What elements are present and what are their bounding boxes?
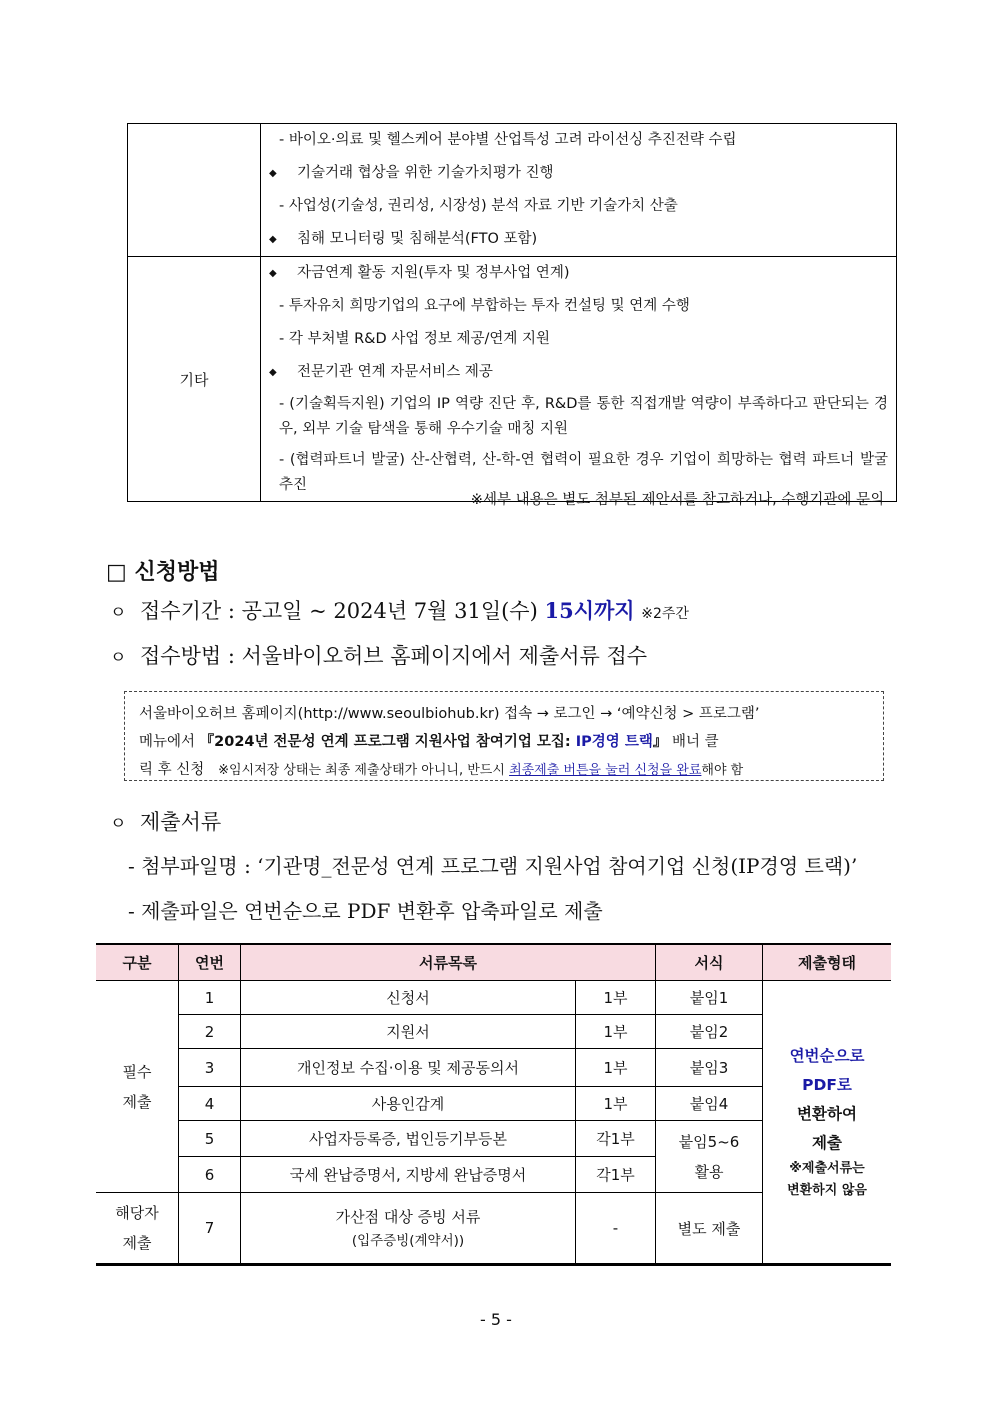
- final-submit-link: 최종제출 버튼을 눌러 신청을 완료: [509, 763, 702, 778]
- list-item: - 투자유치 희망기업의 요구에 부합하는 투자 컨설팅 및 연계 수행: [279, 298, 690, 314]
- application-instructions-box: [124, 691, 884, 781]
- row-no: 2: [179, 1015, 241, 1049]
- row-name-cell: [241, 1193, 576, 1265]
- list-item: - 각 부처별 R&D 사업 정보 제공/연계 지원: [279, 331, 551, 347]
- row-no: 5: [179, 1121, 241, 1157]
- file-submission-note: - 제출파일은 연번순으로 PDF 변환후 압축파일로 제출: [128, 899, 603, 923]
- header-format: 서식: [656, 944, 763, 981]
- instruction-end: 해야 함: [701, 763, 744, 778]
- row-qty: 각1부: [576, 1121, 656, 1157]
- row-format: 붙임1: [656, 981, 763, 1015]
- program-name: 『2024년 전문성 연계 프로그램 지원사업 참여기업 모집:: [199, 734, 576, 750]
- period-note: ※2주간: [641, 606, 689, 622]
- row-no: 6: [179, 1157, 241, 1193]
- bullet-marker: ㅇ: [110, 603, 127, 623]
- attachment-filename: - 첨부파일명 : ‘기관명_전문성 연계 프로그램 지원사업 참여기업 신청(IP경영 트랙)’: [128, 854, 858, 878]
- bullet-marker: ㅇ: [110, 648, 127, 668]
- docs-title: 제출서류: [140, 810, 222, 834]
- program-name-end: 』: [652, 734, 668, 750]
- period-line: [110, 595, 689, 625]
- submit-line: PDF로: [802, 1076, 852, 1094]
- row-qty: -: [576, 1193, 656, 1265]
- reference-note: ※세부 내용은 별도 첨부된 제안서를 참고하거나, 수행기관에 문의: [470, 492, 884, 508]
- submit-note: ※제출서류는 변환하지 않음: [787, 1161, 867, 1198]
- list-item: - (협력파트너 발굴) 산-산협력, 산-학-연 협력이 필요한 경우 기업이 희망하는 협력 파트너 발굴 추진: [279, 452, 888, 493]
- row-qty: 1부: [576, 1015, 656, 1049]
- list-item: ◆ 침해 모니터링 및 침해분석(FTO 포함): [261, 223, 896, 256]
- instruction-line-1: 서울바이오허브 홈페이지(http://www.seoulbiohub.kr) 접속 → 로그인 → ‘예약신청 > 프로그램’: [139, 706, 760, 722]
- table-content-cell: [261, 257, 897, 502]
- row-format: 붙임3: [656, 1049, 763, 1087]
- table-category-etc: 기타: [128, 257, 261, 502]
- instruction-text: 메뉴에서: [139, 734, 200, 750]
- temporary-save-note: ※임시저장 상태는 최종 제출상태가 아니니, 반드시: [218, 763, 510, 778]
- row-no: 7: [179, 1193, 241, 1265]
- list-item: - 사업성(기술성, 권리성, 시장성) 분석 자료 기반 기술가치 산출: [279, 198, 678, 214]
- row-no: 1: [179, 981, 241, 1015]
- documents-table: [96, 943, 891, 1266]
- row-name: 지원서: [241, 1015, 576, 1049]
- submit-form-cell: [763, 981, 892, 1265]
- list-item: ◆ 기술거래 협상을 위한 기술가치평가 진행: [261, 157, 896, 190]
- row-name-sub: (입주증빙(계약서)): [351, 1233, 465, 1249]
- header-no: 연번: [179, 944, 241, 981]
- row-name: 개인정보 수집·이용 및 제공동의서: [241, 1049, 576, 1087]
- category-required: 필수 제출: [96, 981, 179, 1193]
- row-format: 붙임4: [656, 1087, 763, 1121]
- row-name: 신청서: [241, 981, 576, 1015]
- deadline-text: 15시까지: [544, 598, 635, 623]
- instruction-text: 배너 클: [667, 734, 719, 750]
- instruction-line-2: [139, 728, 873, 756]
- row-format: 붙임2: [656, 1015, 763, 1049]
- header-submit: 제출형태: [763, 944, 892, 981]
- page-number: - 5 -: [480, 1310, 512, 1329]
- row-format: 붙임5~6 활용: [656, 1121, 763, 1193]
- row-no: 4: [179, 1087, 241, 1121]
- list-item: - (기술획득지원) 기업의 IP 역량 진단 후, R&D를 통한 직접개발 역량이 부족하다고 판단되는 경우, 외부 기술 탐색을 통해 우수기술 매칭 지원: [279, 396, 888, 437]
- row-qty: 1부: [576, 1049, 656, 1087]
- support-content-table: [127, 123, 897, 502]
- submit-line: 연번순으로: [789, 1047, 865, 1065]
- header-list: 서류목록: [241, 944, 656, 981]
- row-qty: 각1부: [576, 1157, 656, 1193]
- track-name: IP경영 트랙: [575, 734, 653, 750]
- category-applicable: 해당자 제출: [96, 1193, 179, 1265]
- list-item: ◆ 자금연계 활동 지원(투자 및 정부사업 연계): [261, 257, 896, 290]
- row-name: 사용인감계: [241, 1087, 576, 1121]
- row-qty: 1부: [576, 981, 656, 1015]
- list-item: ◆ 전문기관 연계 자문서비스 제공: [261, 356, 896, 389]
- row-format: 별도 제출: [656, 1193, 763, 1265]
- docs-heading: [110, 806, 221, 836]
- row-qty: 1부: [576, 1087, 656, 1121]
- header-category: 구분: [96, 944, 179, 981]
- submit-line: 제출: [812, 1134, 842, 1152]
- row-name: 국세 완납증명서, 지방세 완납증명서: [241, 1157, 576, 1193]
- list-item: - 바이오·의료 및 헬스케어 분야별 산업특성 고려 라이선싱 추진전략 수립: [279, 132, 737, 148]
- row-no: 3: [179, 1049, 241, 1087]
- method-text: 접수방법 : 서울바이오허브 홈페이지에서 제출서류 접수: [140, 644, 648, 668]
- row-name: 가산점 대상 증빙 서류: [335, 1208, 481, 1226]
- section-title: □ 신청방법: [106, 560, 220, 585]
- bullet-marker: ㅇ: [110, 814, 127, 834]
- method-line: [110, 640, 647, 670]
- instruction-line-3: [139, 756, 873, 785]
- row-name: 사업자등록증, 법인등기부등본: [241, 1121, 576, 1157]
- instruction-text: 릭 후 신청: [139, 762, 205, 778]
- table-category-empty: [128, 124, 261, 257]
- table-content-cell: [261, 124, 897, 257]
- submit-line: 변환하여: [797, 1105, 857, 1123]
- period-text: 접수기간 : 공고일 ~ 2024년 7월 31일(수): [140, 599, 545, 623]
